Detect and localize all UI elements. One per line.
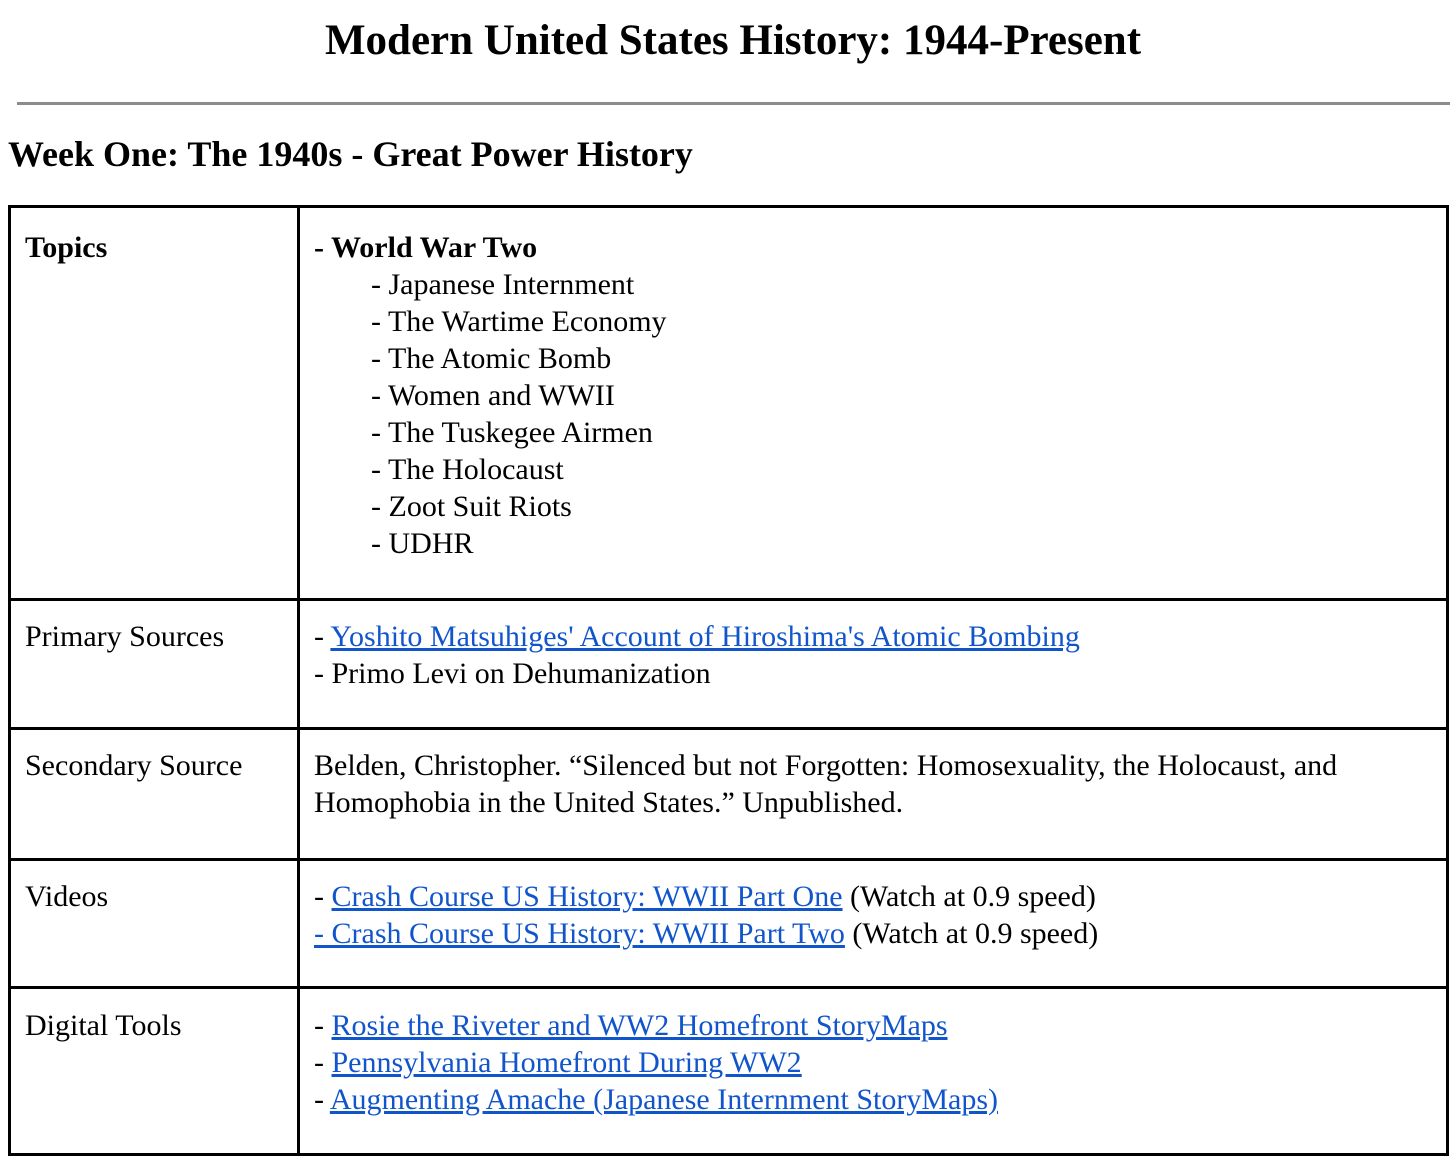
- table-row-digital-tools: [10, 988, 1448, 1155]
- video-item: [314, 878, 1432, 915]
- digital-tool-item: [314, 1044, 1432, 1081]
- table-row-secondary-source: [10, 729, 1448, 860]
- item-prefix: -: [314, 620, 331, 653]
- secondary-source-citation: Belden, Christopher. “Silenced but not Forgotten: Homosexuality, the Holocaust, and Homophobia in the United States.” Unpublished.: [314, 749, 1338, 819]
- page-title: Modern United States History: 1944-Present: [324, 17, 1142, 64]
- week-heading: Week One: The 1940s - Great Power History: [8, 134, 693, 174]
- primary-source-item: [314, 655, 1432, 692]
- topics-content: [299, 207, 1448, 600]
- table-row-videos: [10, 860, 1448, 988]
- primary-sources-label: Primary Sources: [10, 600, 299, 729]
- subtopic-item: - The Wartime Economy: [371, 305, 667, 338]
- video-item: [314, 915, 1432, 952]
- augmenting-amache-link[interactable]: Augmenting Amache (Japanese Internment StoryMaps): [329, 1083, 999, 1116]
- secondary-source-content: [299, 729, 1448, 860]
- digital-tool-item: [314, 1081, 1432, 1118]
- subtopic-item: - The Holocaust: [371, 453, 564, 486]
- table-row-topics: [10, 207, 1448, 600]
- item-suffix: (Watch at 0.9 speed): [844, 917, 1099, 950]
- item-prefix: -: [314, 1046, 332, 1079]
- hiroshima-account-link[interactable]: Yoshito Matsuhiges' Account of Hiroshima's Atomic Bombing: [330, 620, 1080, 653]
- primary-source-item: [314, 618, 1432, 655]
- secondary-source-label: Secondary Source: [10, 729, 299, 860]
- topics-label: Topics: [10, 207, 299, 600]
- subtopic-item: - UDHR: [371, 527, 474, 560]
- rosie-riveter-storymaps-link[interactable]: Rosie the Riveter and WW2 Homefront StoryMaps: [331, 1009, 948, 1042]
- subtopic-item: - Women and WWII: [371, 379, 615, 412]
- table-row-primary-sources: [10, 600, 1448, 729]
- topic-main: - World War Two: [314, 231, 538, 264]
- subtopic-item: - Zoot Suit Riots: [371, 490, 572, 523]
- pennsylvania-homefront-link[interactable]: Pennsylvania Homefront During WW2: [331, 1046, 802, 1079]
- item-prefix: -: [314, 1083, 330, 1116]
- item-suffix: (Watch at 0.9 speed): [842, 880, 1096, 913]
- primary-sources-content: [299, 600, 1448, 729]
- crash-course-part-two-link[interactable]: [314, 917, 845, 950]
- week-one-table: [8, 205, 1449, 1156]
- subtopic-item: - The Atomic Bomb: [371, 342, 612, 375]
- title-divider: [17, 102, 1450, 105]
- videos-label: Videos: [10, 860, 299, 988]
- digital-tools-label: Digital Tools: [10, 988, 299, 1155]
- videos-content: [299, 860, 1448, 988]
- item-prefix: -: [314, 1009, 332, 1042]
- subtopic-item: - Japanese Internment: [371, 268, 635, 301]
- digital-tool-item: [314, 1007, 1432, 1044]
- item-prefix: -: [314, 880, 332, 913]
- link-text: Crash Course US History: WWII Part Two: [324, 917, 845, 950]
- digital-tools-content: [299, 988, 1448, 1155]
- crash-course-part-one-link[interactable]: Crash Course US History: WWII Part One: [331, 880, 843, 913]
- item-text: - Primo Levi on Dehumanization: [314, 657, 711, 690]
- subtopic-item: - The Tuskegee Airmen: [371, 416, 653, 449]
- item-prefix: -: [314, 917, 324, 950]
